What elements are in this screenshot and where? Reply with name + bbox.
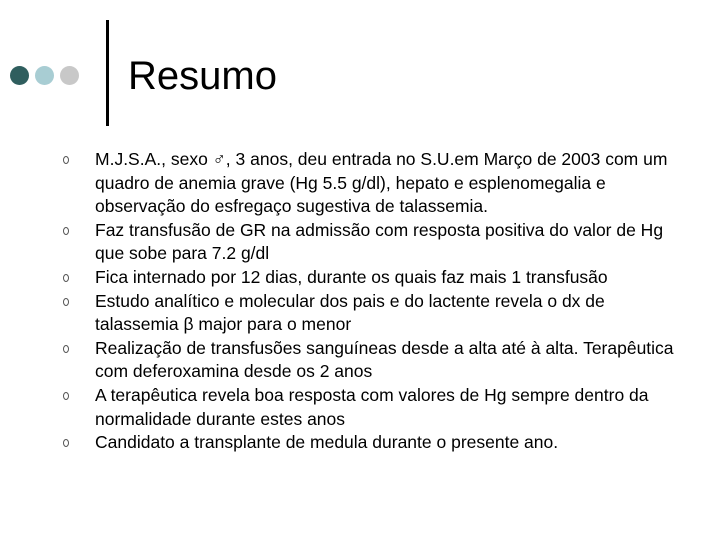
hollow-circle-bullet-icon (63, 345, 69, 353)
list-item-text: M.J.S.A., sexo ♂, 3 anos, deu entrada no S.U.em Março de 2003 com um quadro de anemia grave (Hg 5.5 g/dl), hepato e esplenomegalia e observação do esfregaço sugestiva de talassemia. (95, 149, 668, 217)
list-item (60, 384, 690, 431)
list-item-text: Fica internado por 12 dias, durante os quais faz mais 1 transfusão (95, 266, 608, 287)
hollow-circle-bullet-icon (63, 156, 69, 164)
list-item (60, 431, 690, 455)
hollow-circle-bullet-icon (63, 439, 69, 447)
summary-list (60, 148, 690, 455)
hollow-circle-bullet-icon (63, 392, 69, 400)
list-item (60, 219, 690, 266)
list-item-text: Candidato a transplante de medula durante o presente ano. (95, 432, 559, 453)
title-divider (106, 20, 109, 126)
dark-dot-icon (10, 66, 29, 85)
hollow-circle-bullet-icon (63, 274, 69, 282)
list-item-text: Realização de transfusões sanguíneas desde a alta até à alta. Terapêutica com deferoxamina desde os 2 anos (95, 337, 674, 382)
teal-dot-icon (35, 66, 54, 85)
list-item-text: A terapêutica revela boa resposta com valores de Hg sempre dentro da normalidade durante estes anos (95, 384, 649, 429)
gray-dot-icon (60, 66, 79, 85)
hollow-circle-bullet-icon (63, 298, 69, 306)
list-item (60, 266, 690, 290)
hollow-circle-bullet-icon (63, 227, 69, 235)
list-item-text: Faz transfusão de GR na admissão com resposta positiva do valor de Hg que sobe para 7.2 g/dl (95, 219, 664, 264)
list-item-text: Estudo analítico e molecular dos pais e do lactente revela o dx de talassemia β major para o menor (95, 290, 605, 335)
list-item (60, 148, 690, 219)
slide-title: Resumo (128, 54, 277, 98)
decorative-dots (10, 65, 79, 85)
list-item (60, 290, 690, 337)
list-item (60, 337, 690, 384)
